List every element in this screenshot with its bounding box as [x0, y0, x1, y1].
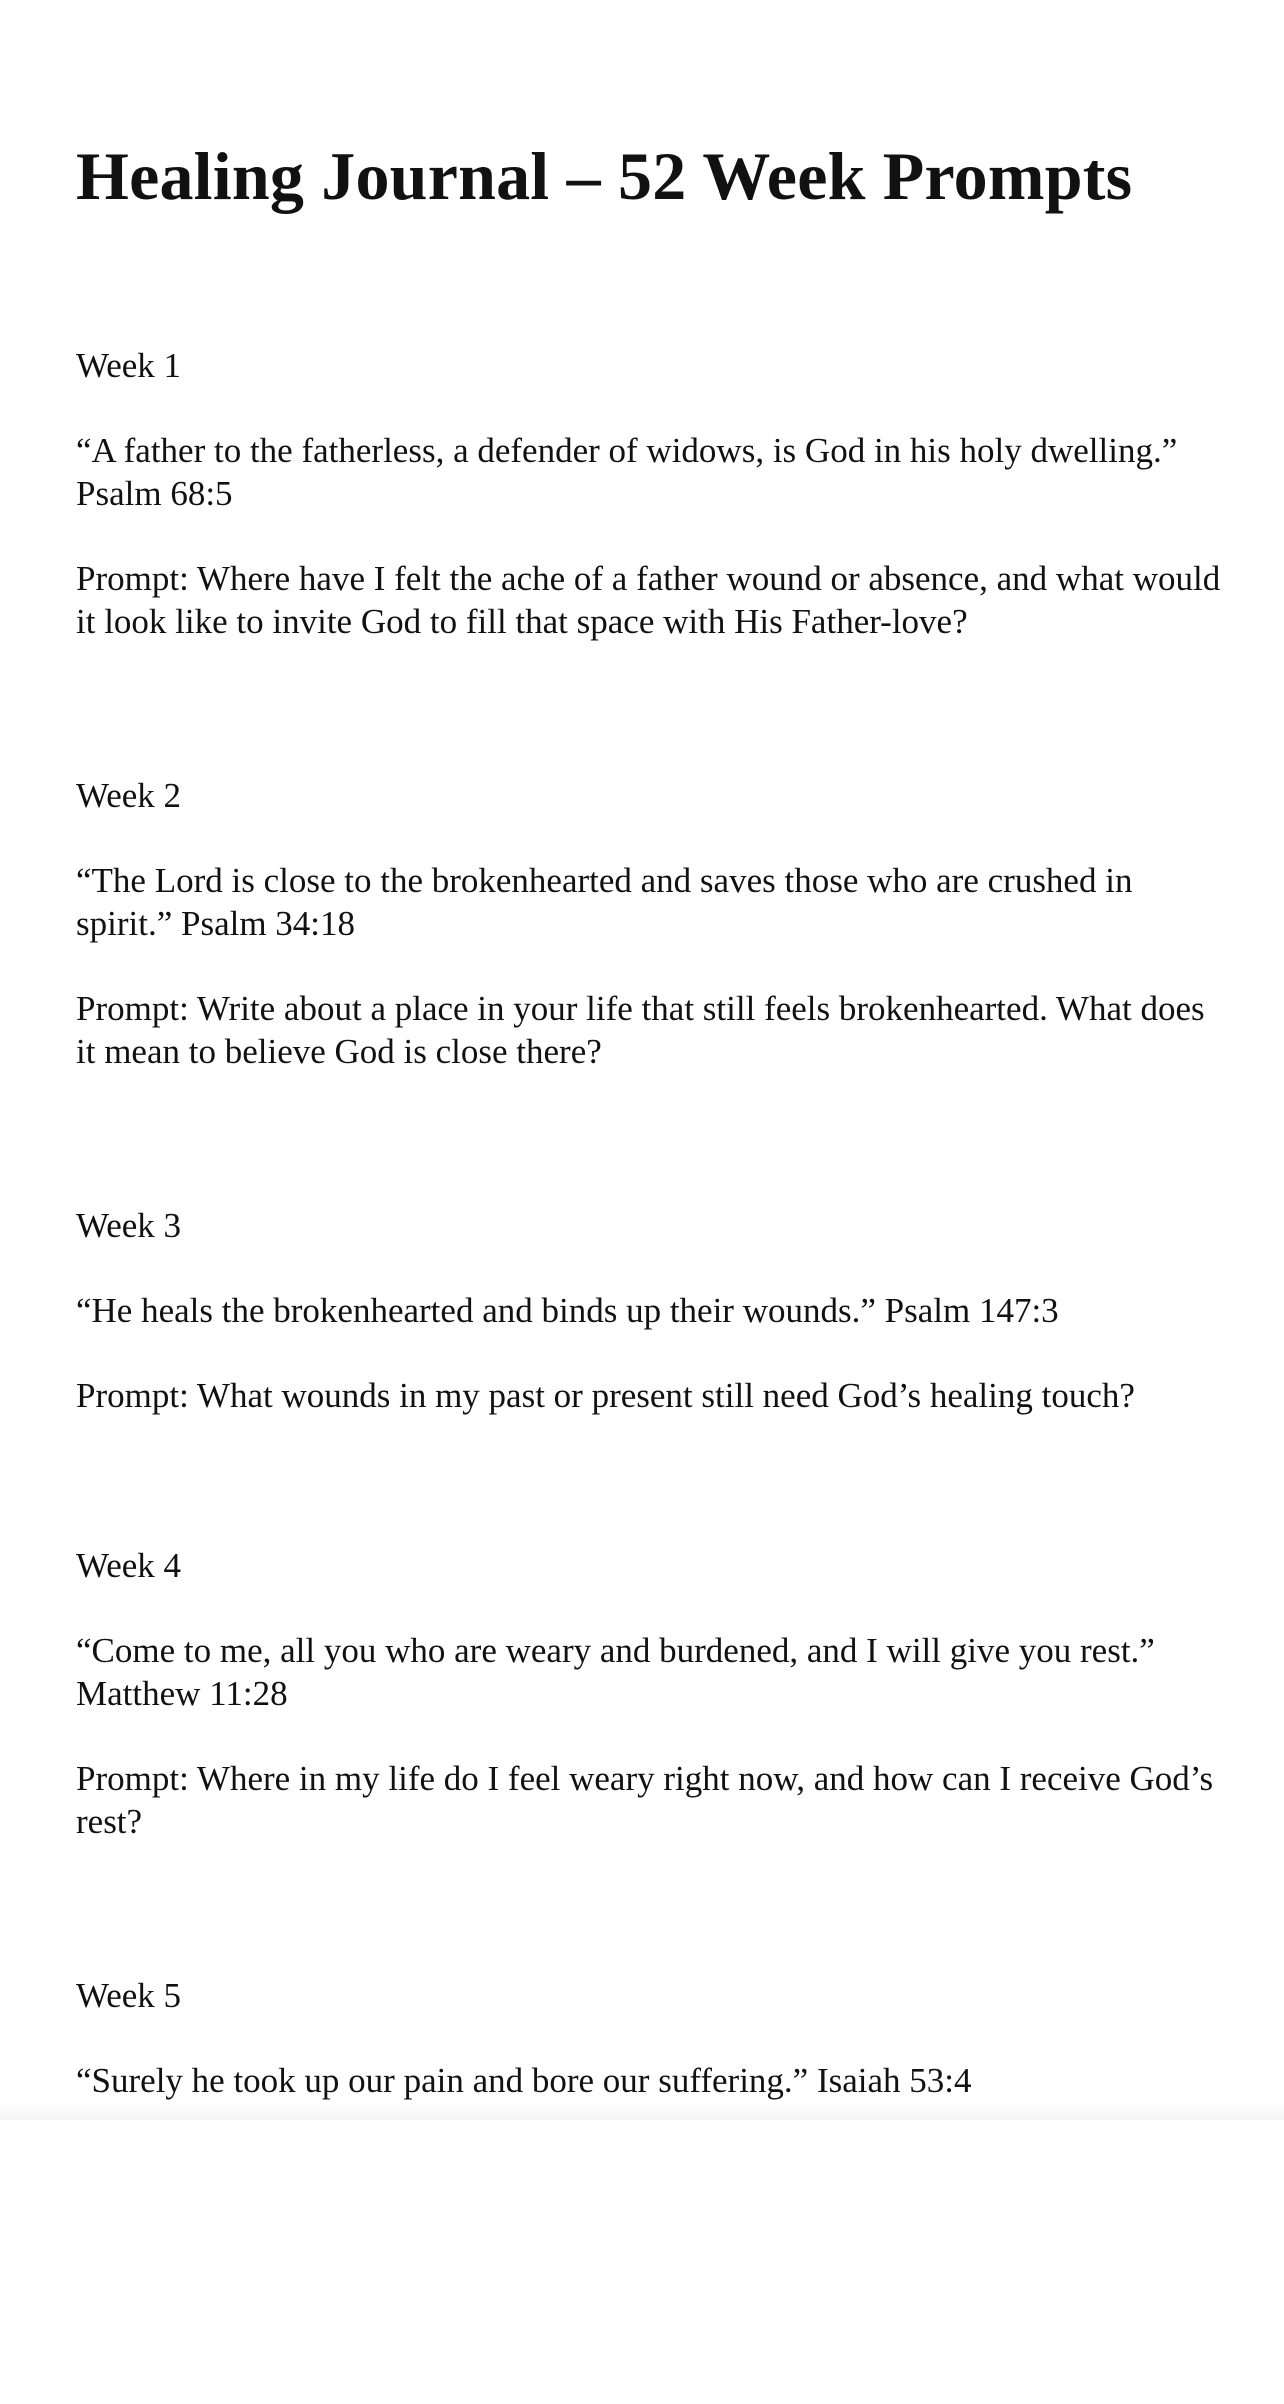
scripture-verse: “A father to the fatherless, a defender of widows, is God in his holy dwelling.” Psalm 68:5: [76, 431, 1178, 513]
page-bottom-edge: [0, 2102, 1284, 2120]
week-entry-3: [76, 1204, 1226, 1544]
journal-prompt: Prompt: Where have I felt the ache of a father wound or absence, and what would it look like to invite God to fill that space with His Father-love?: [76, 559, 1221, 641]
week-entry-2: [76, 774, 1226, 1204]
scripture-verse: “Surely he took up our pain and bore our suffering.” Isaiah 53:4: [76, 2061, 972, 2100]
week-label: Week 4: [76, 1546, 182, 1585]
week-label: Week 2: [76, 776, 182, 815]
page-title: Healing Journal – 52 Week Prompts: [76, 138, 1133, 214]
week-entry-1: [76, 344, 1226, 774]
scripture-verse: “The Lord is close to the brokenhearted and saves those who are crushed in spirit.” Psalm 34:18: [76, 861, 1133, 943]
journal-prompt: Prompt: Write about a place in your life that still feels brokenhearted. What does it mean to believe God is close there?: [76, 989, 1205, 1071]
week-entry-4: [76, 1544, 1226, 1974]
scripture-verse: “He heals the brokenhearted and binds up their wounds.” Psalm 147:3: [76, 1291, 1059, 1330]
week-label: Week 1: [76, 346, 182, 385]
scripture-verse: “Come to me, all you who are weary and burdened, and I will give you rest.” Matthew 11:28: [76, 1631, 1155, 1713]
week-label: Week 3: [76, 1206, 182, 1245]
week-label: Week 5: [76, 1976, 182, 2015]
week-entry-5: [76, 1974, 1226, 2404]
journal-prompt: Prompt: Where in my life do I feel weary right now, and how can I receive God’s rest?: [76, 1759, 1214, 1841]
journal-prompt: Prompt: What wounds in my past or present still need God’s healing touch?: [76, 1376, 1135, 1415]
week-list: [76, 344, 1226, 2404]
